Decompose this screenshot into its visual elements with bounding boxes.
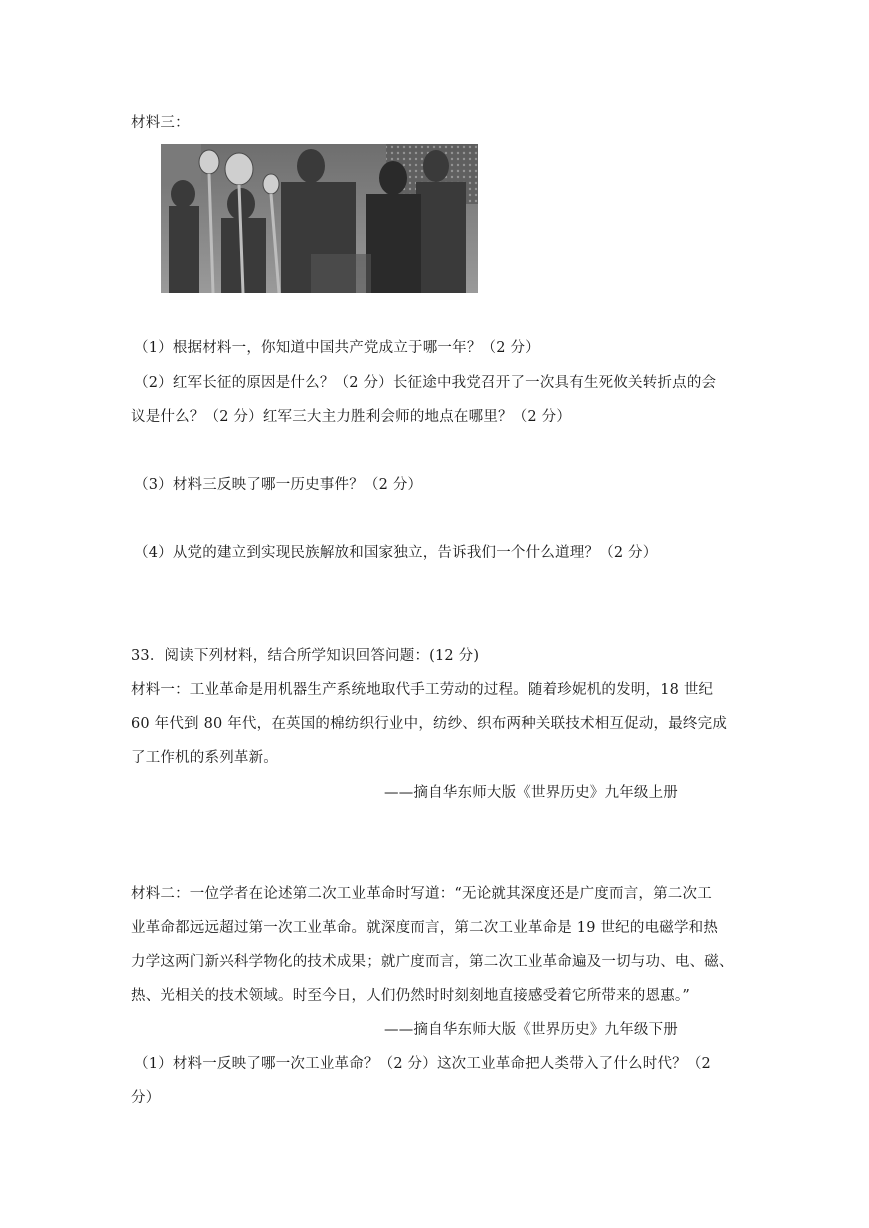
material-1-line-2: 60 年代到 80 年代，在英国的棉纺织行业中，纺纱、织布两种关联技术相互促动，最终完成 <box>131 716 728 732</box>
question-3: （3）材料三反映了哪一历史事件？（2 分） <box>134 477 423 493</box>
question-1: （1）根据材料一，你知道中国共产党成立于哪一年？（2 分） <box>134 340 540 356</box>
q33-question-1-line-2: 分） <box>131 1090 161 1106</box>
question-33-heading: 33．阅读下列材料，结合所学知识回答问题：(12 分) <box>131 648 480 664</box>
material-2-line-2: 业革命都远远超过第一次工业革命。就深度而言，第二次工业革命是 19 世纪的电磁学和热 <box>131 920 719 936</box>
q33-question-1-line-1: （1）材料一反映了哪一次工业革命？（2 分）这次工业革命把人类带入了什么时代？（2 <box>134 1056 711 1072</box>
question-4: （4）从党的建立到实现民族解放和国家独立，告诉我们一个什么道理？（2 分） <box>134 545 658 561</box>
material-3-label: 材料三： <box>131 115 190 131</box>
material-1-line-1: 材料一：工业革命是用机器生产系统地取代手工劳动的过程。随着珍妮机的发明，18 世纪 <box>131 682 714 698</box>
material-2-line-1: 材料二：一位学者在论述第二次工业革命时写道：“无论就其深度还是广度而言，第二次工 <box>131 886 712 902</box>
material-2-line-4: 热、光相关的技术领域。时至今日，人们仍然时时刻刻地直接感受着它所带来的恩惠。” <box>131 988 690 1004</box>
material-1-line-3: 了工作机的系列革新。 <box>131 750 278 766</box>
material-2-source: ——摘自华东师大版《世界历史》九年级下册 <box>384 1022 678 1038</box>
question-2-line-2: 议是什么？（2 分）红军三大主力胜利会师的地点在哪里？（2 分） <box>131 409 572 425</box>
question-2-line-1: （2）红军长征的原因是什么？（2 分）长征途中我党召开了一次具有生死攸关转折点的会 <box>134 375 717 391</box>
material-1-source: ——摘自华东师大版《世界历史》九年级上册 <box>384 785 678 801</box>
historical-photo <box>161 144 478 293</box>
material-2-line-3: 力学这两门新兴科学物化的技术成果；就广度而言，第二次工业革命遍及一切与功、电、磁、 <box>131 954 734 970</box>
